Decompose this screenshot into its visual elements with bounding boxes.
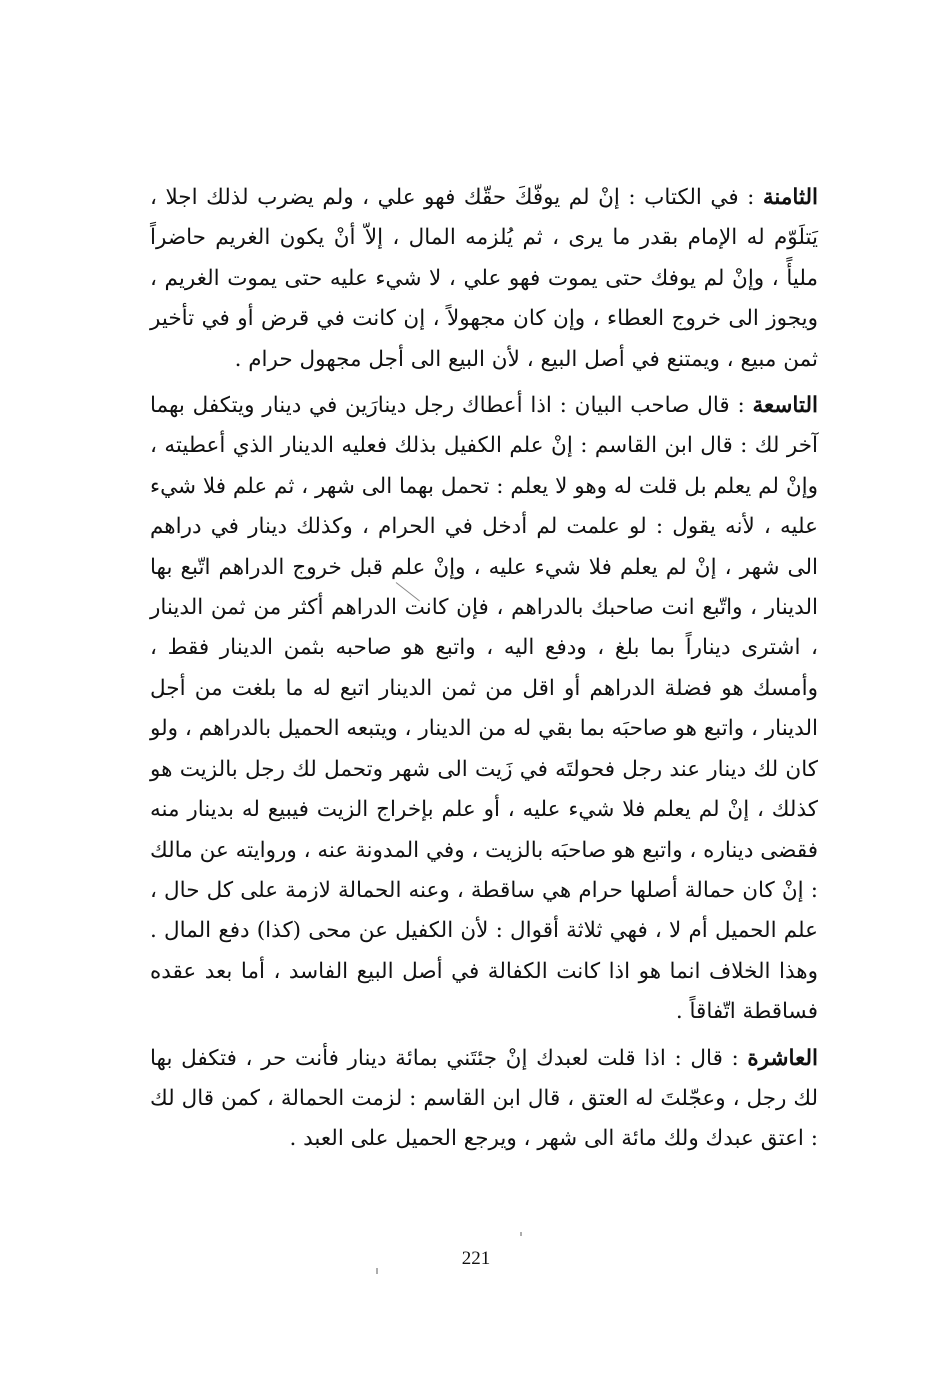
paragraph-heading: الثامنة	[762, 185, 818, 210]
paragraph-heading: التاسعة	[752, 393, 818, 419]
scan-dot-mark	[520, 1232, 522, 1236]
page-number: 221	[461, 1248, 491, 1269]
body-text	[150, 178, 818, 1166]
paragraph-ninth	[150, 386, 818, 1033]
paragraph-text: : قال : اذا قلت لعبدك إنْ جئتَني بمائة دينار فأنت حر ، فتكفل بها لك رجل ، وعجّلتَ له العتق ، قال ابن القاسم : لزمت الحمالة ، كمن قال لك : اعتق عبدك ولك مائة الى شهر ، ويرجع الحميل على العبد .	[150, 1045, 818, 1152]
paragraph-text: : قال صاحب البيان : اذا أعطاك رجل دينارَين في دينار ويتكفل بهما آخر لك : قال ابن القاسم : إنْ علم الكفيل بذلك فعليه الدينار الذي أعطيته ، وإنْ لم يعلم بل قلت له وهو لا يعلم : تحمل بهما الى شهر ، ثم علم فلا شيء عليه ، لأنه يقول : لو علمت لم أدخل في الحرام ، وكذلك دينار في دراهم الى شهر ، إنْ لم يعلم فلا شيء عليه ، وإنْ علم قبل خروج الدراهم اتّبع بها الدينار ، واتّبع انت صاحبك بالدراهم ، فإن كانت الدراهم أكثر من ثمن الدينار ، اشترى ديناراً بما بلغ ، ودفع اليه ، واتبع هو صاحبه بثمن الدينار فقط ، وأمسك هو فضلة الدراهم أو اقل من ثمن الدينار اتبع له ما بلغت من أجل الدينار ، واتبع هو صاحبَه بما بقي له من الدينار ، ويتبعه الحميل بالدراهم ، ولو كان لك دينار عند رجل فحولتَه في زَيت الى شهر وتحمل لك رجل بالزيت هو كذلك ، إنْ لم يعلم فلا شيء عليه ، أو علم بإخراج الزيت فيبيع له بدينار منه فقضى ديناره ، واتبع هو صاحبَه بالزيت ، وفي المدونة عنه ، وروايته عن مالك : إنْ كان حمالة أصلها حرام هي ساقطة ، وعنه الحمالة لازمة على كل حال ، علم الحميل أم لا ، فهي ثلاثة أقوال : لأن الكفيل عن محى (كذا) دفع المال . وهذا الخلاف انما هو اذا كانت الكفالة في أصل البيع الفاسد ، أما بعد عقده فساقطة اتّفاقاً .	[150, 393, 818, 1025]
paragraph-text: : في الكتاب : إنْ لم يوفّكَ حقّك فهو علي ، ولم يضرب لذلك اجلا ، يَتلَوّم له الإمام بقدر ما يرى ، ثم يُلزمه المال ، إلاّ أنْ يكون الغريم حاضراً مليأً ، وإنْ لم يوفك حتى يموت فهو علي ، لا شيء عليه حتى يموت الغريم ، ويجوز الى خروج العطاء ، وإن كان مجهولاً ، إن كانت في قرض أو في تأخير ثمن مبيع ، ويمتنع في أصل البيع ، لأن البيع الى أجل مجهول حرام .	[150, 185, 818, 372]
paragraph-tenth	[150, 1039, 818, 1160]
paragraph-eighth	[150, 178, 818, 380]
paragraph-heading: العاشرة	[747, 1045, 818, 1071]
